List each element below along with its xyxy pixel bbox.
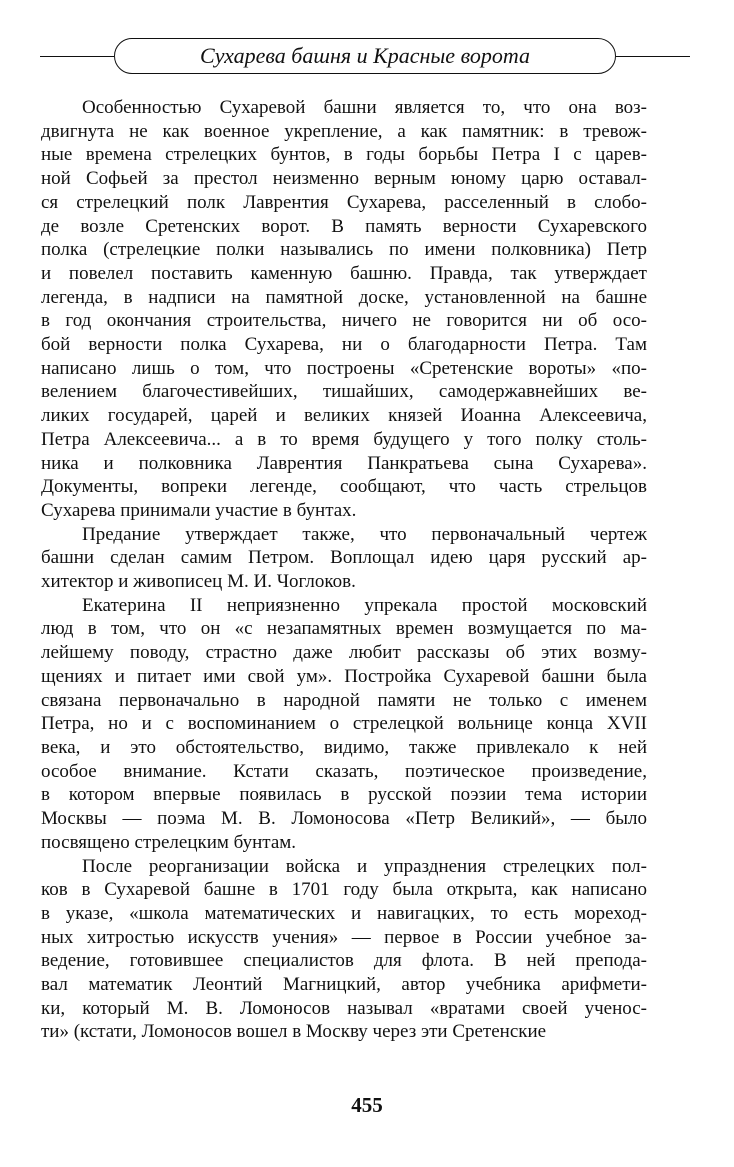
text-line: ведение, готовившее специалистов для флота. В ней препода- [41, 950, 647, 972]
text-line: написано лишь о том, что построены «Сретенские вороты» «по- [41, 357, 647, 379]
text-line: ной Софьей за престол неизменно верным юному царю оставал- [41, 168, 647, 190]
text-line: После реорганизации войска и упразднения стрелецких пол- [82, 855, 647, 877]
text-line: Особенностью Сухаревой башни является то, что она воз- [82, 97, 647, 118]
text-line: башни сделан самим Петром. Воплощал идею царя русский ар- [41, 547, 647, 569]
text-line: Москвы — поэма М. В. Ломоносова «Петр Великий», — было [41, 808, 647, 830]
text-line: в котором впервые появилась в русской поэзии тема истории [41, 784, 647, 806]
text-line: ника и полковника Лаврентия Панкратьева сына Сухарева». [41, 452, 647, 474]
page-body [41, 96, 647, 1044]
text-line: Предание утверждает также, что первоначальный чертеж [82, 523, 647, 545]
text-line: двигнута не как военное укрепление, а как памятник: в тревож- [41, 120, 647, 142]
text-line: в год окончания строительства, ничего не говорится ни об осо- [41, 310, 647, 332]
running-header [40, 38, 690, 74]
text-line: в указе, «школа математических и навигацких, то есть мореход- [41, 902, 647, 924]
text-line: века, и это обстоятельство, видимо, также привлекало к ней [41, 736, 647, 758]
text-line: посвящено стрелецким бунтам. [41, 831, 297, 853]
paragraph [41, 594, 647, 855]
text-line: щениях и питает ими свой ум». Постройка Сухаревой башни была [41, 665, 647, 687]
text-line: ликих государей, царей и великих князей Иоанна Алексеевича, [41, 405, 647, 427]
page-number: 455 [351, 1093, 383, 1117]
text-line: и повелел поставить каменную башню. Правда, так утверждает [41, 262, 647, 284]
text-line: Екатерина II неприязненно упрекала простой московский [82, 594, 647, 616]
text-line: Документы, вопреки легенде, сообщают, что часть стрельцов [41, 476, 647, 498]
text-line: особое внимание. Кстати сказать, поэтическое произведение, [41, 760, 647, 782]
text-line: ков в Сухаревой башне в 1701 году была открыта, как написано [41, 879, 647, 901]
paragraph [41, 855, 647, 1045]
text-line: Сухарева принимали участие в бунтах. [41, 499, 357, 521]
text-line: связана первоначально в народной памяти не только с именем [41, 689, 647, 711]
header-title-frame [114, 38, 616, 74]
text-line: велением благочестивейших, тишайших, самодержавнейших ве- [41, 381, 647, 403]
text-line: бой верности полка Сухарева, ни о благодарности Петра. Там [41, 334, 647, 356]
text-line: ся стрелецкий полк Лаврентия Сухарева, расселенный в слобо- [41, 191, 647, 213]
header-rule-right [616, 56, 690, 57]
paragraph [41, 96, 647, 523]
text-line: полка (стрелецкие полки назывались по имени полковника) Петр [41, 239, 647, 261]
text-line: люд в том, что он «с незапамятных времен возмущается по ма- [41, 618, 647, 640]
paragraph [41, 523, 647, 594]
text-line: Петра, но и с воспоминанием о стрелецкой вольнице конца XVII [41, 713, 647, 735]
header-title: Сухарева башня и Красные ворота [200, 43, 530, 68]
text-line: вал математик Леонтий Магницкий, автор учебника арифмети- [41, 974, 647, 996]
text-line: Петра Алексеевича... а в то время будущего у того полку столь- [41, 428, 647, 450]
text-line: ные времена стрелецких бунтов, в годы борьбы Петра I с царев- [41, 144, 647, 166]
text-line: лейшему поводу, страстно даже любит рассказы об этих возму- [41, 642, 647, 664]
text-line: ти» (кстати, Ломоносов вошел в Москву через эти Сретенские [41, 1021, 547, 1043]
text-line: легенда, в надписи на памятной доске, установленной на башне [41, 286, 647, 308]
text-line: де возле Сретенских ворот. В память верности Сухаревского [41, 215, 647, 237]
text-line: хитектор и живописец М. И. Чоглоков. [41, 571, 356, 593]
text-line: ных хитростью искусств учения» — первое в России учебное за- [41, 926, 647, 948]
header-rule-left [40, 56, 114, 57]
text-line: ки, который М. В. Ломоносов называл «вратами своей ученос- [41, 997, 647, 1019]
